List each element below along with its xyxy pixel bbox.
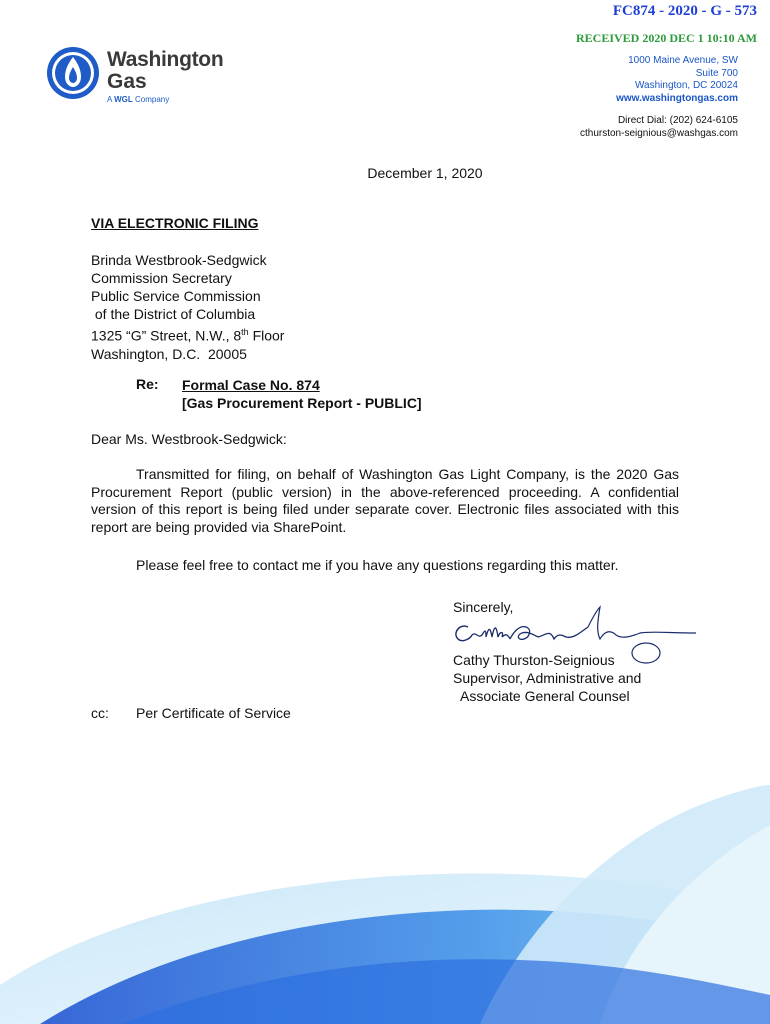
direct-dial: Direct Dial: (202) 624-6105 — [617, 115, 738, 126]
signer-title: Associate General Counsel — [453, 688, 630, 704]
signer-title: Supervisor, Administrative and — [453, 670, 642, 686]
website-link[interactable]: www.washingtongas.com — [616, 92, 738, 104]
address-line: Washington, DC 20024 — [634, 80, 738, 91]
case-number: Formal Case No. 874 — [182, 377, 320, 393]
report-title: [Gas Procurement Report - PUBLIC] — [182, 395, 422, 411]
recipient-block — [91, 251, 284, 363]
body-paragraph-2: Please feel free to contact me if you have any questions regarding this matter. — [136, 557, 619, 573]
recipient-title: Commission Secretary — [91, 270, 232, 286]
logo-line2: Gas — [107, 70, 147, 93]
salutation: Dear Ms. Westbrook-Sedgwick: — [91, 431, 287, 447]
recipient-street: 1325 “G” Street, N.W., 8th Floor — [91, 327, 285, 344]
address-line: 1000 Maine Avenue, SW — [628, 55, 738, 66]
signer-block — [453, 651, 641, 705]
closing: Sincerely, — [453, 599, 514, 615]
logo-line1: Washington — [107, 48, 224, 71]
recipient-city: Washington, D.C. 20005 — [91, 345, 247, 362]
contact-block — [580, 115, 738, 140]
re-label: Re: — [136, 376, 159, 392]
recipient-org2: of the District of Columbia — [91, 306, 256, 322]
body-paragraph-1: Transmitted for filing, on behalf of Washington Gas Light Company, is the 2020 Gas Procurement Report (public version) in the above-referenced proceeding. A confidential version of this report is being filed under separate cover. Electronic files associated with this report are being provided via SharePoint. — [91, 466, 679, 535]
signer-name: Cathy Thurston-Seignious — [453, 652, 615, 668]
washington-gas-logo — [47, 43, 247, 107]
decorative-swoosh — [0, 785, 770, 1024]
company-address — [616, 55, 738, 105]
filing-number-stamp: FC874 - 2020 - G - 573 — [612, 3, 757, 19]
cc-label: cc: — [91, 705, 109, 721]
received-stamp: RECEIVED 2020 DEC 1 10:10 AM — [575, 31, 757, 45]
delivery-method: VIA ELECTRONIC FILING — [91, 215, 259, 231]
recipient-org: Public Service Commission — [91, 288, 261, 304]
recipient-name: Brinda Westbrook-Sedgwick — [91, 252, 267, 268]
re-subject — [182, 376, 422, 412]
logo-tagline: A WGL Company — [107, 95, 170, 104]
email-address[interactable]: cthurston-seignious@washgas.com — [579, 127, 738, 139]
cc-value: Per Certificate of Service — [136, 705, 291, 721]
letter-date: December 1, 2020 — [367, 165, 483, 181]
address-line: Suite 700 — [695, 67, 738, 79]
